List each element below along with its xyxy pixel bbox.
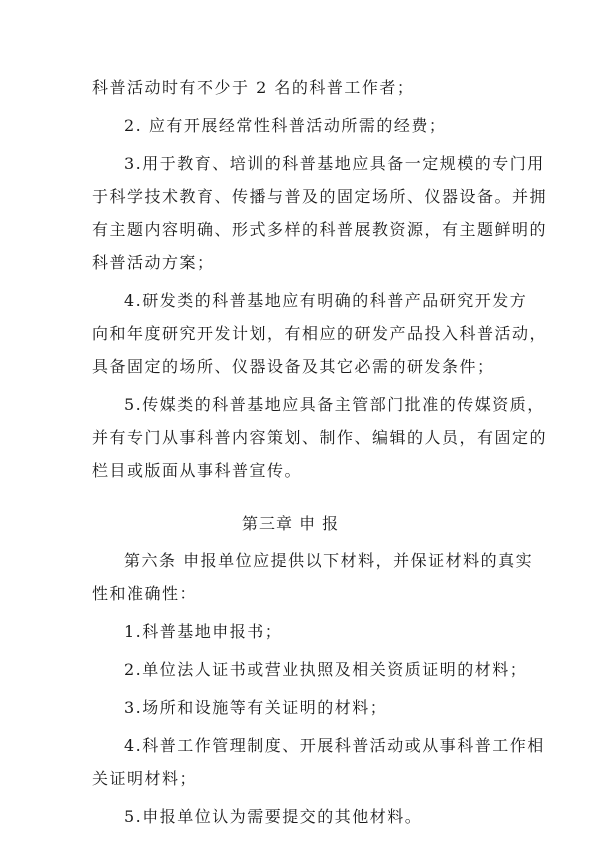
paragraph-line: 科普活动方案； <box>92 253 215 272</box>
list-item: 1.科普基地申报书； <box>124 622 283 641</box>
list-item: 5.申报单位认为需要提交的其他材料。 <box>124 807 423 826</box>
list-item: 4.科普工作管理制度、开展科普活动或从事科普工作相 <box>124 736 545 755</box>
paragraph-line: 4.研发类的科普基地应有明确的科普产品研究开发方 <box>124 291 528 310</box>
paragraph-line: 于科学技术教育、传播与普及的固定场所、仪器设备。并拥 <box>92 187 548 206</box>
paragraph-line: 2. 应有开展经常性科普活动所需的经费； <box>124 116 447 135</box>
paragraph-line: 具备固定的场所、仪器设备及其它必需的研发条件； <box>92 357 495 376</box>
chapter-title: 第三章 申 报 <box>242 514 340 533</box>
paragraph-line: 科普活动时有不少于 2 名的科普工作者； <box>92 78 415 97</box>
article-line: 第六条 申报单位应提供以下材料，并保证材料的真实 <box>124 551 534 570</box>
paragraph-line: 有主题内容明确、形式多样的科普展教资源，有主题鲜明的 <box>92 220 548 239</box>
list-item: 3.场所和设施等有关证明的材料； <box>124 698 388 717</box>
paragraph-line: 向和年度研究开发计划，有相应的研发产品投入科普活动， <box>92 324 548 343</box>
paragraph-line: 并有专门从事科普内容策划、制作、编辑的人员，有固定的 <box>92 428 548 447</box>
list-item: 关证明材料； <box>92 769 198 788</box>
paragraph-line: 3.用于教育、培训的科普基地应具备一定规模的专门用 <box>124 154 545 173</box>
article-line: 性和准确性： <box>92 584 198 603</box>
list-item: 2.单位法人证书或营业执照及相关资质证明的材料； <box>124 660 528 679</box>
paragraph-line: 栏目或版面从事科普宣传。 <box>92 461 303 480</box>
paragraph-line: 5.传媒类的科普基地应具备主管部门批准的传媒资质， <box>124 395 545 414</box>
